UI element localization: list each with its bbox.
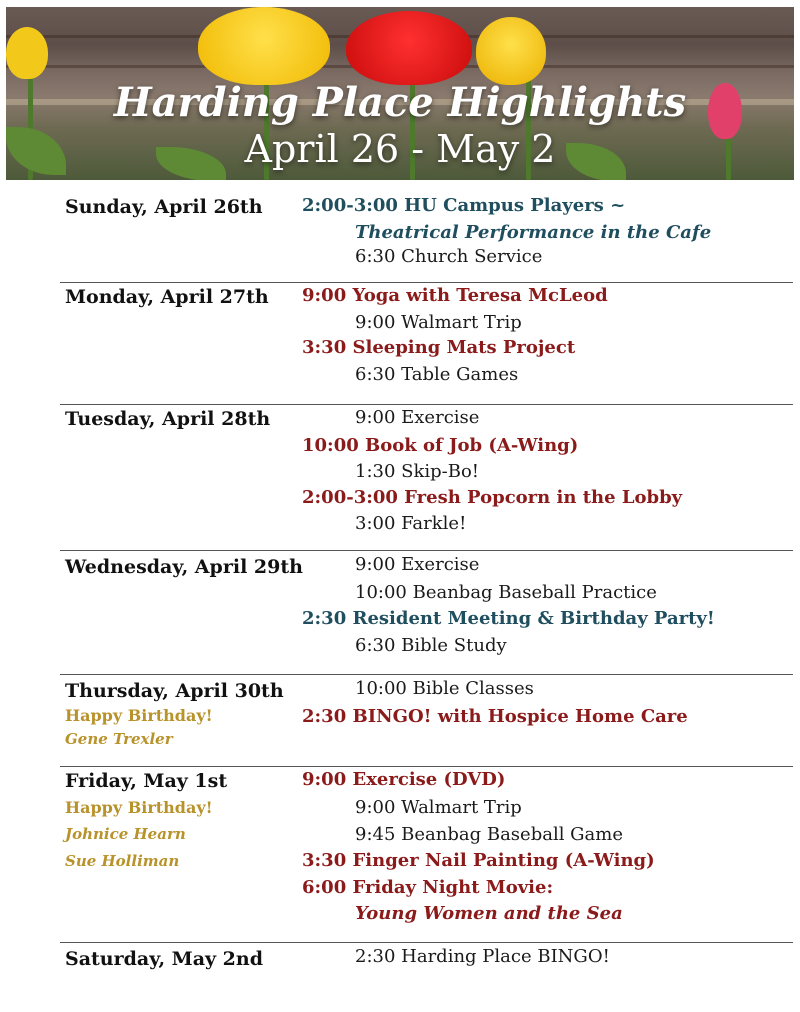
red-tulip-icon xyxy=(346,11,472,85)
event-item: 10:00 Beanbag Baseball Practice xyxy=(355,582,657,603)
event-item: 1:30 Skip-Bo! xyxy=(355,461,480,482)
event-item: 3:00 Farkle! xyxy=(355,513,467,534)
banner-title: Harding Place Highlights xyxy=(113,79,687,126)
event-item: 9:00 Exercise xyxy=(355,554,480,575)
divider xyxy=(60,404,793,405)
day-name: Tuesday, April 28th xyxy=(65,408,271,430)
divider xyxy=(60,282,793,283)
event-item: 2:00-3:00 HU Campus Players ~ xyxy=(302,195,626,216)
day-sunday xyxy=(60,190,793,282)
day-name: Monday, April 27th xyxy=(65,286,269,308)
day-friday xyxy=(60,768,793,942)
event-item: 9:00 Walmart Trip xyxy=(355,312,522,333)
event-item: 6:30 Church Service xyxy=(355,246,543,267)
header-banner xyxy=(6,7,794,180)
event-item: 2:30 Harding Place BINGO! xyxy=(355,946,610,967)
day-saturday xyxy=(60,944,793,994)
event-item: 3:30 Sleeping Mats Project xyxy=(302,337,576,358)
event-item: 6:00 Friday Night Movie: xyxy=(302,877,554,898)
divider xyxy=(60,674,793,675)
day-monday xyxy=(60,284,793,404)
day-wednesday xyxy=(60,552,793,674)
event-item: Young Women and the Sea xyxy=(355,903,623,924)
divider xyxy=(60,766,793,767)
day-name: Saturday, May 2nd xyxy=(65,948,263,970)
divider xyxy=(60,942,793,943)
event-item: 9:45 Beanbag Baseball Game xyxy=(355,824,624,845)
birthday-name: Gene Trexler xyxy=(65,730,173,748)
event-item: 10:00 Bible Classes xyxy=(355,678,534,699)
yellow-tulip-icon xyxy=(198,7,330,85)
birthday-name: Johnice Hearn xyxy=(65,825,186,843)
day-tuesday xyxy=(60,406,793,550)
event-item: 2:30 Resident Meeting & Birthday Party! xyxy=(302,608,715,629)
event-item: 9:00 Exercise (DVD) xyxy=(302,769,506,790)
birthday-heading: Happy Birthday! xyxy=(65,798,213,817)
event-item: 9:00 Yoga with Teresa McLeod xyxy=(302,285,608,306)
event-item: 6:30 Bible Study xyxy=(355,635,507,656)
yellow-tulip-icon xyxy=(476,17,546,85)
banner-subtitle: April 26 - May 2 xyxy=(244,127,556,171)
event-item: 9:00 Walmart Trip xyxy=(355,797,522,818)
event-item: Theatrical Performance in the Cafe xyxy=(355,222,712,243)
event-item: 9:00 Exercise xyxy=(355,407,480,428)
event-item: 10:00 Book of Job (A-Wing) xyxy=(302,435,579,456)
divider xyxy=(60,550,793,551)
birthday-heading: Happy Birthday! xyxy=(65,706,213,725)
event-item: 3:30 Finger Nail Painting (A-Wing) xyxy=(302,850,655,871)
day-name: Wednesday, April 29th xyxy=(65,556,303,578)
event-item: 2:30 BINGO! with Hospice Home Care xyxy=(302,706,688,727)
day-thursday xyxy=(60,676,793,766)
birthday-name: Sue Holliman xyxy=(65,852,180,870)
day-name: Friday, May 1st xyxy=(65,770,228,792)
yellow-tulip-icon xyxy=(6,27,48,79)
event-item: 2:00-3:00 Fresh Popcorn in the Lobby xyxy=(302,487,683,508)
event-item: 6:30 Table Games xyxy=(355,364,519,385)
day-name: Thursday, April 30th xyxy=(65,680,284,702)
day-name: Sunday, April 26th xyxy=(65,196,263,218)
